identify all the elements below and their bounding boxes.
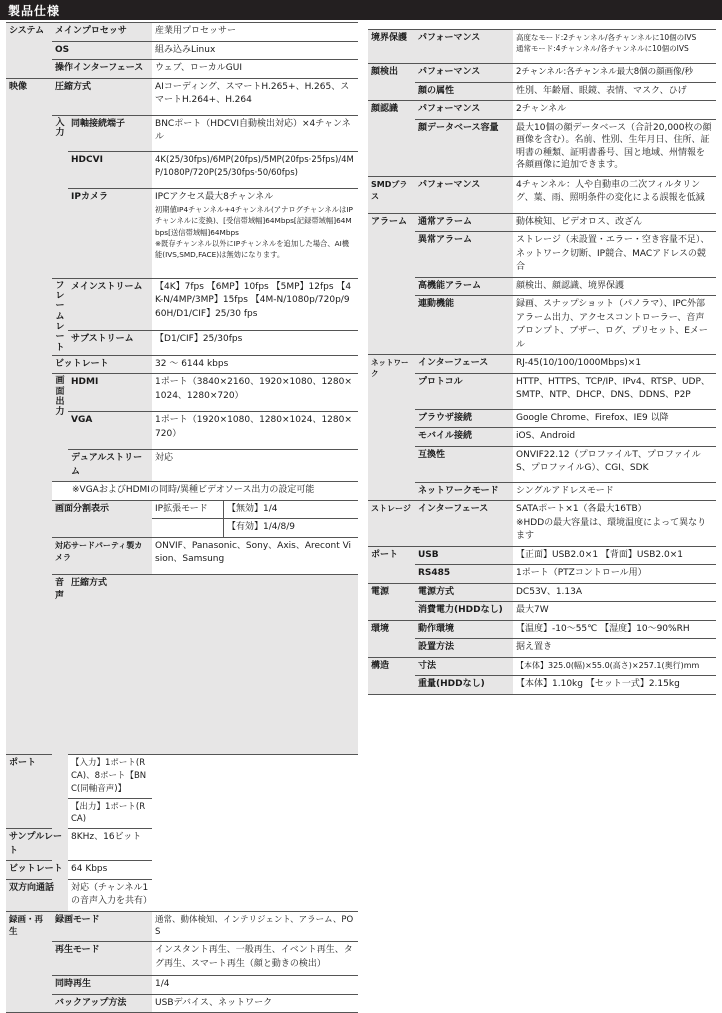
spec-label: 圧縮方式 xyxy=(68,574,358,755)
spec-label: 通常アラーム xyxy=(415,213,513,232)
spec-value: シングルアドレスモード xyxy=(513,482,716,501)
spec-value: 1ポート（1920×1080、1280×1024、1280×720） xyxy=(152,412,358,450)
spec-label: ブラウザ接続 xyxy=(415,409,513,428)
storage-note: ※HDDの最大容量は、環境温度によって異なります xyxy=(516,517,707,541)
spec-label: サンプルレート xyxy=(6,829,68,861)
spec-label: 動作環境 xyxy=(415,620,513,639)
table-row xyxy=(6,78,358,115)
spec-label: インターフェース xyxy=(415,355,513,374)
category-alarm: アラーム xyxy=(368,213,415,355)
table-row xyxy=(368,373,716,409)
spec-label: 再生モード xyxy=(52,942,152,976)
table-row xyxy=(368,30,716,64)
spec-value: 対応（チャンネル1の音声入力を共有） xyxy=(68,879,152,911)
spec-label: VGA xyxy=(68,412,152,450)
spec-label: RS485 xyxy=(415,565,513,584)
spec-label: パフォーマンス xyxy=(415,64,513,83)
spec-label: 同軸接続端子 xyxy=(68,115,152,151)
spec-value: 録画、スナップショット（パノラマ）、IPC外部アラーム出力、アクセスコントローラー、音声ブロンプト、ブザー、ログ、プリセット、Eメール xyxy=(513,296,716,355)
spec-label: 高機能アラーム xyxy=(415,277,513,296)
table-row xyxy=(368,101,716,120)
spec-value: ONVIF22.12（プロファイルT、プロファイルS、プロファイルG）、CGI、SDK xyxy=(513,446,716,482)
spec-value: 8KHz、16ビット xyxy=(68,829,152,861)
perimeter-advanced: 高度なモード:2チャンネル/各チャンネルに10個のIVS xyxy=(516,33,697,42)
spec-label: 対応サードパーティ製カメラ xyxy=(52,537,152,574)
spec-label: パフォーマンス xyxy=(415,176,513,213)
spec-value: 組み込みLinux xyxy=(152,41,358,60)
storage-sata: SATAポート×1（各最大16TB） xyxy=(516,504,647,514)
spec-label: OS xyxy=(52,41,152,60)
spec-value: 【D1/CIF】25/30fps xyxy=(152,330,358,355)
perimeter-normal: 通常モード:4チャンネル/各チャンネルに10個のIVS xyxy=(516,44,689,54)
spec-label: 連動機能 xyxy=(415,296,513,355)
spec-label: 異常アラーム xyxy=(415,232,513,278)
spec-value xyxy=(513,501,716,547)
spec-value: 64 Kbps xyxy=(68,861,152,880)
spec-value: 顔検出、顔認識、境界保護 xyxy=(513,277,716,296)
category-power: 電源 xyxy=(368,583,415,620)
spec-value: ONVIF、Panasonic、Sony、Axis、Arecont Vision、Samsung xyxy=(152,537,358,574)
category-face-recog: 顔認識 xyxy=(368,101,415,177)
table-row xyxy=(6,755,358,798)
category-system: システム xyxy=(6,23,52,79)
spec-label: ビットレート xyxy=(6,861,68,880)
table-row xyxy=(368,428,716,447)
spec-value: 【温度】-10～55℃ 【湿度】10～90%RH xyxy=(513,620,716,639)
spec-label: メインプロセッサ xyxy=(52,23,152,42)
table-row xyxy=(368,277,716,296)
spec-label: パフォーマンス xyxy=(415,101,513,120)
table-row xyxy=(6,861,358,880)
table-row xyxy=(368,565,716,584)
split-value-1: 【無効】1/4 xyxy=(227,503,278,514)
spec-label: プロトコル xyxy=(415,373,513,409)
spec-label: サブストリーム xyxy=(68,330,152,355)
table-row xyxy=(6,942,358,976)
spec-value: DC53V、1.13A xyxy=(513,583,716,602)
spec-label: バックアップ方法 xyxy=(52,994,152,1013)
table-row xyxy=(368,482,716,501)
spec-label: 顔データベース容量 xyxy=(415,119,513,176)
spec-label: 圧縮方式 xyxy=(52,78,152,115)
spec-value: RJ-45(10/100/1000Mbps)×1 xyxy=(513,355,716,374)
spec-label: 寸法 xyxy=(415,657,513,676)
spec-label: 録画モード xyxy=(52,911,152,942)
spec-value: HTTP、HTTPS、TCP/IP、IPv4、RTSP、UDP、SMTP、NTP、DHCP、DNS、DDNS、P2P xyxy=(513,373,716,409)
spec-value: 据え置き xyxy=(513,639,716,658)
spec-value: 通常、動体検知、インテリジェント、アラーム、POS xyxy=(152,911,358,942)
spec-label: 重量(HDDなし) xyxy=(415,676,513,695)
spec-value: AIコーディング、スマートH.265+、H.265、スマートH.264+、H.264 xyxy=(152,78,358,115)
category-video: 映像 xyxy=(6,78,52,755)
spec-label: 同時再生 xyxy=(52,976,152,995)
table-row xyxy=(368,82,716,101)
table-row xyxy=(368,355,716,374)
ipc-detail: 初期値IP4チャンネル+4チャンネル(アナログチャンネルはIPチャンネルに変換)、[受信帯域幅]64Mbps[記録帯域幅]64Mbps[送信帯域幅]64Mbps xyxy=(155,205,353,237)
table-row xyxy=(368,639,716,658)
output-note: ※VGAおよびHDMIの同時/異種ビデオソース出力の設定可能 xyxy=(52,482,358,501)
category-env: 環境 xyxy=(368,620,415,657)
table-row xyxy=(368,620,716,639)
table-row xyxy=(6,574,358,755)
spec-label: パフォーマンス xyxy=(415,30,513,64)
spec-label: デュアルストリーム xyxy=(68,450,152,482)
table-row xyxy=(368,64,716,83)
table-row xyxy=(368,296,716,355)
output-group-label: 画 面 出 力 xyxy=(52,374,68,482)
spec-value: 最大10個の顔データベース（合計20,000枚の顔画像を含む）。名前、性別、生年月日、住所、証明書の種類、証明書番号、国と地域、州情報を各顔画像に追加できます。 xyxy=(513,119,716,176)
spec-value: Google Chrome、Firefox、IE9 以降 xyxy=(513,409,716,428)
spec-label: ポート xyxy=(6,755,68,829)
category-structure: 構造 xyxy=(368,657,415,694)
spec-label: ネットワークモード xyxy=(415,482,513,501)
spec-label: 画面分割表示 xyxy=(52,500,152,537)
category-perimeter: 境界保護 xyxy=(368,30,415,64)
table-row xyxy=(368,176,716,213)
spec-value: BNCポート（HDCVI自動検出対応）×4チャンネル xyxy=(152,115,358,151)
spec-value: 産業用プロセッサー xyxy=(152,23,358,42)
category-smd: SMDプラス xyxy=(368,176,415,213)
spec-label: インターフェース xyxy=(415,501,513,547)
spec-label: 設置方法 xyxy=(415,639,513,658)
spec-label: メインストリーム xyxy=(68,278,152,330)
table-row xyxy=(6,537,358,574)
table-row xyxy=(6,355,358,374)
spec-value: ストレージ（未設置・エラー・空き容量不足）、ネットワーク切断、IP競合、MACアドレスの競合 xyxy=(513,232,716,278)
spec-label: HDMI xyxy=(68,374,152,412)
split-sub-label: IP拡張モード xyxy=(152,501,224,519)
table-row xyxy=(6,41,358,60)
spec-value: 対応 xyxy=(152,450,358,482)
spec-value: 2チャンネル:各チャンネル最大8個の顔画像/秒 xyxy=(513,64,716,83)
split-value xyxy=(152,500,358,519)
table-row xyxy=(6,911,358,942)
section-title: 製品仕様 xyxy=(0,0,722,20)
spec-table-left xyxy=(6,22,358,1013)
spec-value xyxy=(513,30,716,64)
table-row xyxy=(6,482,358,501)
spec-label: ビットレート xyxy=(52,355,152,374)
spec-label: モバイル接続 xyxy=(415,428,513,447)
spec-value: 1/4 xyxy=(152,976,358,995)
table-row xyxy=(368,676,716,695)
spec-value: 4チャンネル：人や自動車の二次フィルタリング、葉、雨、照明条件の変化による誤報を低減 xyxy=(513,176,716,213)
table-row xyxy=(368,657,716,676)
table-row xyxy=(6,829,358,861)
spec-value: iOS、Android xyxy=(513,428,716,447)
table-row xyxy=(368,213,716,232)
spec-value: 2チャンネル xyxy=(513,101,716,120)
table-row xyxy=(368,546,716,565)
spec-label: 操作インターフェース xyxy=(52,60,152,79)
framerate-group-label: フ レ ー ム レ ー ト xyxy=(52,278,68,355)
input-group-label: 入 力 xyxy=(52,115,68,278)
spec-value: インスタント再生、一般再生、イベント再生、タグ再生、スマート再生（顔と動きの検出） xyxy=(152,942,358,976)
split-value-2: 【有効】1/4/8/9 xyxy=(227,522,296,533)
table-row xyxy=(6,976,358,995)
spec-value xyxy=(152,188,358,278)
spec-value: USBデバイス、ネットワーク xyxy=(152,994,358,1013)
ipc-note: ※既存チャンネル以外にIPチャンネルを追加した場合、AI機能(IVS,SMD,FACE)は無効になります。 xyxy=(155,238,350,260)
spec-value: 【入力】1ポート(RCA)、8ポート【BNC(同軸音声)】 xyxy=(68,755,152,798)
table-row xyxy=(6,115,358,151)
spec-value: 【4K】7fps 【6MP】10fps 【5MP】12fps 【4K-N/4MP/3MP】15fps 【4M-N/1080p/720p/960H/D1/CIF】25/30 fps xyxy=(152,278,358,330)
spec-label: IPカメラ xyxy=(68,188,152,278)
spec-value: ウェブ、ローカルGUI xyxy=(152,60,358,79)
table-row xyxy=(6,278,358,330)
spec-label: HDCVI xyxy=(68,151,152,188)
spec-value: 【出力】1ポート(RCA) xyxy=(68,798,152,829)
table-row xyxy=(368,501,716,547)
spec-value: 動体検知、ビデオロス、改ざん xyxy=(513,213,716,232)
table-row xyxy=(368,409,716,428)
table-row xyxy=(6,60,358,79)
category-port: ポート xyxy=(368,546,415,583)
spec-value: 性別、年齢層、眼鏡、表情、マスク、ひげ xyxy=(513,82,716,101)
spec-value: 【本体】325.0(幅)×55.0(高さ)×257.1(奥行)mm xyxy=(513,657,716,676)
spec-table-right xyxy=(368,29,716,695)
table-row xyxy=(6,374,358,412)
split-value xyxy=(152,519,358,538)
table-row xyxy=(368,446,716,482)
spec-value: 1ポート（3840×2160、1920×1080、1280×1024、1280×720） xyxy=(152,374,358,412)
table-row xyxy=(368,232,716,278)
category-storage: ストレージ xyxy=(368,501,415,547)
category-network: ネットワーク xyxy=(368,355,415,501)
table-row xyxy=(6,994,358,1013)
category-face-detect: 顔検出 xyxy=(368,64,415,101)
spec-value: 32 ～ 6144 kbps xyxy=(152,355,358,374)
category-record: 録画・再生 xyxy=(6,911,52,1013)
category-audio: 音声 xyxy=(52,574,68,911)
spec-label: USB xyxy=(415,546,513,565)
spec-value: 最大7W xyxy=(513,602,716,621)
table-row xyxy=(368,583,716,602)
spec-label: 消費電力(HDDなし) xyxy=(415,602,513,621)
table-row xyxy=(6,23,358,42)
spec-label: 電源方式 xyxy=(415,583,513,602)
spec-label: 互換性 xyxy=(415,446,513,482)
table-row xyxy=(6,879,358,911)
spec-label: 顔の属性 xyxy=(415,82,513,101)
spec-value: 【本体】1.10kg 【セット一式】2.15kg xyxy=(513,676,716,695)
table-row xyxy=(368,602,716,621)
spec-value: 4K(25/30fps)/6MP(20fps)/5MP(20fps·25fps)/4MP/1080P/720P(25/30fps·50/60fps) xyxy=(152,151,358,188)
spec-label: 双方向通話 xyxy=(6,879,68,911)
spec-value: 【正面】USB2.0×1 【背面】USB2.0×1 xyxy=(513,546,716,565)
table-row xyxy=(6,500,358,519)
ipc-main: IPCアクセス最大8チャンネル xyxy=(155,191,274,202)
spec-value: 1ポート（PTZコントロール用） xyxy=(513,565,716,584)
table-row xyxy=(368,119,716,176)
